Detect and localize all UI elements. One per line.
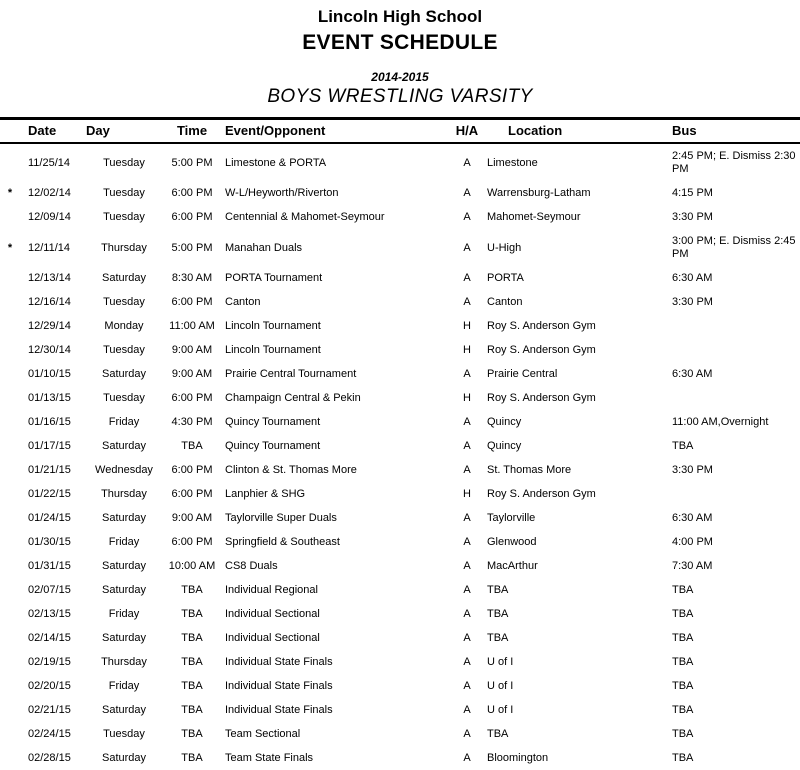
cell-time: TBA [181,704,203,716]
cell-event: Team State Finals [225,752,314,764]
cell-day: Saturday [101,584,147,596]
cell-ha: A [463,296,471,308]
cell-date: 02/28/15 [28,752,71,764]
cell-location: TBA [487,608,509,620]
cell-ha: H [463,344,471,356]
cell-date: 02/20/15 [28,680,71,692]
cell-day: Tuesday [103,392,145,404]
cell-flag [0,602,20,626]
col-day: Day [82,119,166,144]
cell-day: Tuesday [103,187,145,199]
cell-ha: A [463,241,471,254]
cell-flag [0,362,20,386]
team-name: BOYS WRESTLING VARSITY [267,86,533,107]
cell-time: TBA [181,728,203,740]
table-row [0,506,800,530]
cell-day: Friday [108,608,140,620]
cell-flag [0,626,20,650]
cell-ha: H [463,320,471,332]
cell-bus: TBA [672,608,694,620]
cell-time: 6:00 PM [171,211,213,223]
cell-flag [0,266,20,290]
cell-ha: H [463,392,471,404]
cell-bus: 2:45 PM; E. Dismiss 2:30 PM [672,150,796,175]
school-name: Lincoln High School [317,7,483,26]
cell-time: 9:00 AM [171,344,213,356]
cell-ha: A [463,560,471,572]
cell-day: Saturday [101,752,147,764]
cell-date: 12/13/14 [28,272,71,284]
cell-date: 12/11/14 [28,241,71,254]
cell-time: 6:00 PM [171,464,213,476]
cell-ha: H [463,488,471,500]
cell-date: 01/17/15 [28,440,71,452]
cell-time: 11:00 AM [169,320,215,332]
cell-bus: TBA [672,440,694,452]
cell-location: Warrensburg-Latham [487,187,591,199]
cell-event: Individual State Finals [225,680,333,692]
cell-time: TBA [181,656,203,668]
cell-bus: TBA [672,752,694,764]
cell-date: 12/16/14 [28,296,71,308]
table-row [0,722,800,746]
cell-location: Mahomet-Seymour [487,211,581,223]
table-row [0,674,800,698]
season-label: 2014-2015 [371,70,429,84]
cell-bus: TBA [672,728,694,740]
cell-bus: TBA [672,704,694,716]
cell-flag [0,698,20,722]
cell-bus: 4:00 PM [672,536,713,548]
cell-flag [0,386,20,410]
cell-bus: 11:00 AM,Overnight [672,416,769,428]
cell-flag [0,746,20,770]
cell-ha: A [463,440,471,452]
cell-ha: A [463,272,471,284]
cell-time: 6:00 PM [171,536,213,548]
cell-date: 01/31/15 [28,560,71,572]
cell-bus: 4:15 PM [672,187,713,199]
cell-event: Taylorville Super Duals [225,512,337,524]
cell-flag [0,434,20,458]
cell-ha: A [463,752,471,764]
cell-time: 9:00 AM [171,368,213,380]
schedule-table [0,117,800,770]
cell-day: Thursday [101,656,147,668]
cell-ha: A [463,416,471,428]
cell-event: PORTA Tournament [225,272,323,284]
cell-day: Tuesday [103,296,145,308]
cell-time: TBA [181,584,203,596]
cell-event: Limestone & PORTA [225,156,327,169]
cell-bus: 3:30 PM [672,464,713,476]
cell-location: St. Thomas More [487,464,572,476]
cell-bus: 6:30 AM [672,368,713,380]
cell-date: 01/22/15 [28,488,71,500]
cell-ha: A [463,680,471,692]
cell-ha: A [463,156,471,169]
cell-day: Monday [104,320,144,332]
cell-location: Bloomington [487,752,549,764]
cell-event: Canton [225,296,261,308]
table-row [0,314,800,338]
cell-flag [0,205,20,229]
cell-flag [0,482,20,506]
cell-location: TBA [487,584,509,596]
cell-event: Individual Sectional [225,632,320,644]
col-flag [0,119,20,144]
cell-day: Tuesday [103,728,145,740]
cell-ha: A [463,704,471,716]
cell-date: 02/24/15 [28,728,71,740]
cell-time: TBA [181,608,203,620]
cell-flag [0,458,20,482]
cell-flag [0,722,20,746]
cell-time: 10:00 AM [168,560,216,572]
table-row [0,290,800,314]
cell-day: Saturday [101,440,147,452]
cell-time: 5:00 PM [171,156,213,169]
cell-event: CS8 Duals [225,560,278,572]
cell-location: Roy S. Anderson Gym [487,392,596,404]
cell-time: 4:30 PM [171,416,213,428]
cell-location: Roy S. Anderson Gym [487,344,596,356]
table-row [0,229,800,266]
cell-bus [667,338,800,362]
cell-ha: A [463,187,471,199]
cell-flag [0,578,20,602]
cell-day: Saturday [101,512,147,524]
cell-bus: 3:00 PM; E. Dismiss 2:45 PM [672,235,796,260]
cell-day: Tuesday [103,344,145,356]
cell-bus [667,314,800,338]
cell-day: Saturday [101,272,147,284]
cell-day: Saturday [101,368,147,380]
col-ha: H/A [452,119,482,144]
cell-event: Individual State Finals [225,704,333,716]
cell-day: Saturday [101,632,147,644]
schedule-title: EVENT SCHEDULE [302,31,498,54]
document-header [0,0,800,108]
cell-bus [667,386,800,410]
cell-time: 6:00 PM [171,488,213,500]
cell-event: Lincoln Tournament [225,344,321,356]
schedule-body [0,143,800,770]
cell-ha: A [463,368,471,380]
cell-event: Individual Regional [225,584,318,596]
col-event: Event/Opponent [218,119,452,144]
cell-event: Team Sectional [225,728,301,740]
cell-flag [0,338,20,362]
table-row [0,386,800,410]
cell-time: TBA [181,680,203,692]
cell-event: Clinton & St. Thomas More [225,464,357,476]
cell-location: U of I [487,680,514,692]
cell-time: TBA [181,440,203,452]
cell-day: Thursday [101,488,147,500]
col-bus: Bus [667,119,800,144]
cell-date: 12/02/14 [28,187,71,199]
cell-day: Friday [108,416,140,428]
header-row [0,119,800,144]
cell-date: 02/13/15 [28,608,71,620]
cell-location: Quincy [487,440,522,452]
table-row [0,143,800,181]
cell-event: Lanphier & SHG [225,488,306,500]
cell-event: Quincy Tournament [225,440,321,452]
cell-ha: A [463,584,471,596]
cell-location: U-High [487,241,522,254]
cell-date: 02/21/15 [28,704,71,716]
cell-event: Quincy Tournament [225,416,321,428]
table-row [0,602,800,626]
cell-ha: A [463,211,471,223]
cell-bus: 6:30 AM [672,512,713,524]
cell-ha: A [463,656,471,668]
cell-event: Centennial & Mahomet-Seymour [225,211,385,223]
cell-flag [0,143,20,181]
cell-day: Friday [108,536,140,548]
cell-ha: A [463,512,471,524]
table-row [0,338,800,362]
table-row [0,266,800,290]
table-row [0,746,800,770]
cell-date: 01/24/15 [28,512,71,524]
cell-bus: TBA [672,680,694,692]
cell-date: 12/30/14 [28,344,71,356]
table-row [0,181,800,205]
cell-location: U of I [487,656,514,668]
cell-location: TBA [487,728,509,740]
table-row [0,650,800,674]
cell-location: TBA [487,632,509,644]
cell-date: 02/19/15 [28,656,71,668]
cell-event: Lincoln Tournament [225,320,321,332]
cell-time: TBA [181,752,203,764]
cell-bus: 3:30 PM [672,211,713,223]
cell-flag [0,314,20,338]
cell-flag [0,410,20,434]
table-row [0,205,800,229]
cell-ha: A [463,608,471,620]
cell-event: Champaign Central & Pekin [225,392,361,404]
cell-event: Manahan Duals [225,241,303,254]
cell-location: Glenwood [487,536,537,548]
table-row [0,698,800,722]
cell-date: 01/16/15 [28,416,71,428]
table-row [0,578,800,602]
col-date: Date [20,119,82,144]
cell-flag [0,674,20,698]
cell-flag: * [7,241,13,254]
table-row [0,434,800,458]
cell-flag: * [7,187,13,199]
cell-time: 6:00 PM [171,392,213,404]
cell-ha: A [463,728,471,740]
col-location: Location [482,119,667,144]
cell-date: 02/14/15 [28,632,71,644]
cell-location: U of I [487,704,514,716]
cell-day: Saturday [101,704,147,716]
cell-ha: A [463,536,471,548]
cell-flag [0,290,20,314]
cell-location: MacArthur [487,560,538,572]
cell-location: Roy S. Anderson Gym [487,320,596,332]
table-row [0,362,800,386]
cell-date: 01/13/15 [28,392,71,404]
cell-flag [0,506,20,530]
cell-ha: A [463,632,471,644]
table-row [0,530,800,554]
cell-date: 11/25/14 [28,156,71,169]
cell-bus: 7:30 AM [672,560,713,572]
cell-location: PORTA [487,272,524,284]
cell-flag [0,650,20,674]
cell-date: 12/29/14 [28,320,71,332]
cell-bus: 6:30 AM [672,272,713,284]
table-row [0,410,800,434]
cell-day: Friday [108,680,140,692]
cell-time: 6:00 PM [171,296,213,308]
cell-event: Prairie Central Tournament [225,368,357,380]
cell-day: Wednesday [95,464,153,476]
cell-bus [667,482,800,506]
cell-location: Canton [487,296,523,308]
cell-ha: A [463,464,471,476]
cell-location: Quincy [487,416,522,428]
cell-time: 5:00 PM [171,241,213,254]
cell-date: 02/07/15 [28,584,71,596]
cell-time: TBA [181,632,203,644]
cell-event: W-L/Heyworth/Riverton [225,187,339,199]
cell-bus: 3:30 PM [672,296,713,308]
table-row [0,554,800,578]
cell-bus: TBA [672,584,694,596]
col-time: Time [166,119,218,144]
cell-time: 6:00 PM [171,187,213,199]
cell-flag [0,554,20,578]
cell-location: Limestone [487,156,538,169]
cell-bus: TBA [672,656,694,668]
cell-event: Springfield & Southeast [225,536,340,548]
table-row [0,482,800,506]
cell-day: Tuesday [103,156,145,169]
cell-location: Roy S. Anderson Gym [487,488,596,500]
cell-event: Individual Sectional [225,608,320,620]
cell-date: 01/30/15 [28,536,71,548]
cell-date: 12/09/14 [28,211,71,223]
cell-bus: TBA [672,632,694,644]
cell-day: Saturday [101,560,147,572]
cell-time: 8:30 AM [171,272,213,284]
cell-day: Thursday [101,241,147,254]
cell-flag [0,530,20,554]
cell-day: Tuesday [103,211,145,223]
cell-date: 01/21/15 [28,464,71,476]
cell-location: Taylorville [487,512,536,524]
cell-event: Individual State Finals [225,656,333,668]
cell-location: Prairie Central [487,368,558,380]
table-row [0,458,800,482]
cell-date: 01/10/15 [28,368,71,380]
cell-time: 9:00 AM [171,512,213,524]
table-row [0,626,800,650]
